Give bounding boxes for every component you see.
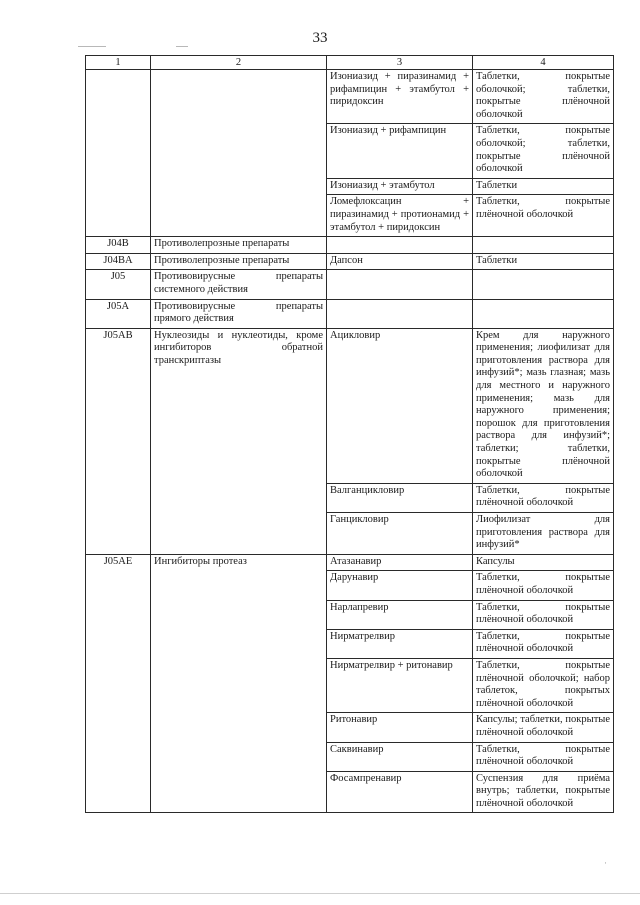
- drug-cell: Саквинавир: [327, 742, 473, 771]
- drug-cell: Дарунавир: [327, 571, 473, 600]
- table-row: [86, 328, 614, 483]
- group-cell: [151, 70, 327, 237]
- drug-cell: [327, 237, 473, 254]
- form-cell: [473, 299, 614, 328]
- form-cell: Таблетки, покрытые плёночной оболочкой: [473, 483, 614, 512]
- drug-cell: Валганцикловир: [327, 483, 473, 512]
- atx-code-cell: J05: [86, 270, 151, 299]
- form-cell: Таблетки, покрытые плёночной оболочкой; набор таблеток, покрытых плёночной оболочкой: [473, 658, 614, 712]
- form-cell: Таблетки, покрытые плёночной оболочкой: [473, 571, 614, 600]
- form-cell: Крем для наружного применения; лиофилизат для приготовления раствора для инфузий*; мазь глазная; мазь для местного и наружного применения; мазь для наружного применения; порошок для приготовления раствора для инфузий*; таблетки; таблетки, покрытые плёночной оболочкой: [473, 328, 614, 483]
- atx-code-cell: J04BA: [86, 253, 151, 270]
- table-header-row: [86, 56, 614, 70]
- drug-cell: Дапсон: [327, 253, 473, 270]
- drug-cell: Нирматрелвир: [327, 629, 473, 658]
- drug-table: [85, 55, 614, 813]
- group-cell: Противолепрозные препараты: [151, 237, 327, 254]
- group-cell: Противовирусные препараты прямого действия: [151, 299, 327, 328]
- drug-cell: Атазанавир: [327, 554, 473, 571]
- scan-artifact: [0, 893, 640, 894]
- column-header: 2: [151, 56, 327, 70]
- atx-code-cell: J05AE: [86, 554, 151, 813]
- group-cell: Нуклеозиды и нуклеотиды, кроме ингибиторов обратной транскриптазы: [151, 328, 327, 554]
- page-number: 33: [312, 30, 328, 46]
- form-cell: Капсулы: [473, 554, 614, 571]
- drug-cell: Нирматрелвир + ритонавир: [327, 658, 473, 712]
- form-cell: Таблетки, покрытые плёночной оболочкой: [473, 600, 614, 629]
- drug-cell: Ломефлоксацин + пиразинамид + протионамид + этамбутол + пиридоксин: [327, 195, 473, 237]
- form-cell: Таблетки: [473, 253, 614, 270]
- drug-cell: Фосампренавир: [327, 771, 473, 813]
- group-cell: Ингибиторы протеаз: [151, 554, 327, 813]
- form-cell: Суспензия для приёма внутрь; таблетки, покрытые плёночной оболочкой: [473, 771, 614, 813]
- form-cell: Таблетки, покрытые плёночной оболочкой: [473, 629, 614, 658]
- column-header: 3: [327, 56, 473, 70]
- column-header: 4: [473, 56, 614, 70]
- table-row: [86, 299, 614, 328]
- atx-code-cell: J05AB: [86, 328, 151, 554]
- atx-code-cell: J05A: [86, 299, 151, 328]
- table-row: [86, 270, 614, 299]
- atx-code-cell: J04B: [86, 237, 151, 254]
- drug-cell: Ацикловир: [327, 328, 473, 483]
- form-cell: Таблетки, покрытые оболочкой; таблетки, покрытые плёночной оболочкой: [473, 124, 614, 178]
- drug-cell: [327, 270, 473, 299]
- drug-cell: Изониазид + пиразинамид + рифампицин + этамбутол + пиридоксин: [327, 70, 473, 124]
- table-row: [86, 70, 614, 124]
- form-cell: Лиофилизат для приготовления раствора для инфузий*: [473, 513, 614, 555]
- drug-cell: [327, 299, 473, 328]
- form-cell: [473, 270, 614, 299]
- scan-mark: ·: [604, 858, 607, 868]
- form-cell: Капсулы; таблетки, покрытые плёночной оболочкой: [473, 713, 614, 742]
- atx-code-cell: [86, 70, 151, 237]
- form-cell: [473, 237, 614, 254]
- form-cell: Таблетки: [473, 178, 614, 195]
- drug-cell: Ритонавир: [327, 713, 473, 742]
- form-cell: Таблетки, покрытые плёночной оболочкой: [473, 195, 614, 237]
- form-cell: Таблетки, покрытые плёночной оболочкой: [473, 742, 614, 771]
- table-row: [86, 237, 614, 254]
- drug-cell: Ганцикловир: [327, 513, 473, 555]
- table-row: [86, 554, 614, 571]
- drug-cell: Нарлапревир: [327, 600, 473, 629]
- form-cell: Таблетки, покрытые оболочкой; таблетки, покрытые плёночной оболочкой: [473, 70, 614, 124]
- drug-cell: Изониазид + этамбутол: [327, 178, 473, 195]
- column-header: 1: [86, 56, 151, 70]
- group-cell: Противолепрозные препараты: [151, 253, 327, 270]
- drug-cell: Изониазид + рифампицин: [327, 124, 473, 178]
- group-cell: Противовирусные препараты системного действия: [151, 270, 327, 299]
- table-row: [86, 253, 614, 270]
